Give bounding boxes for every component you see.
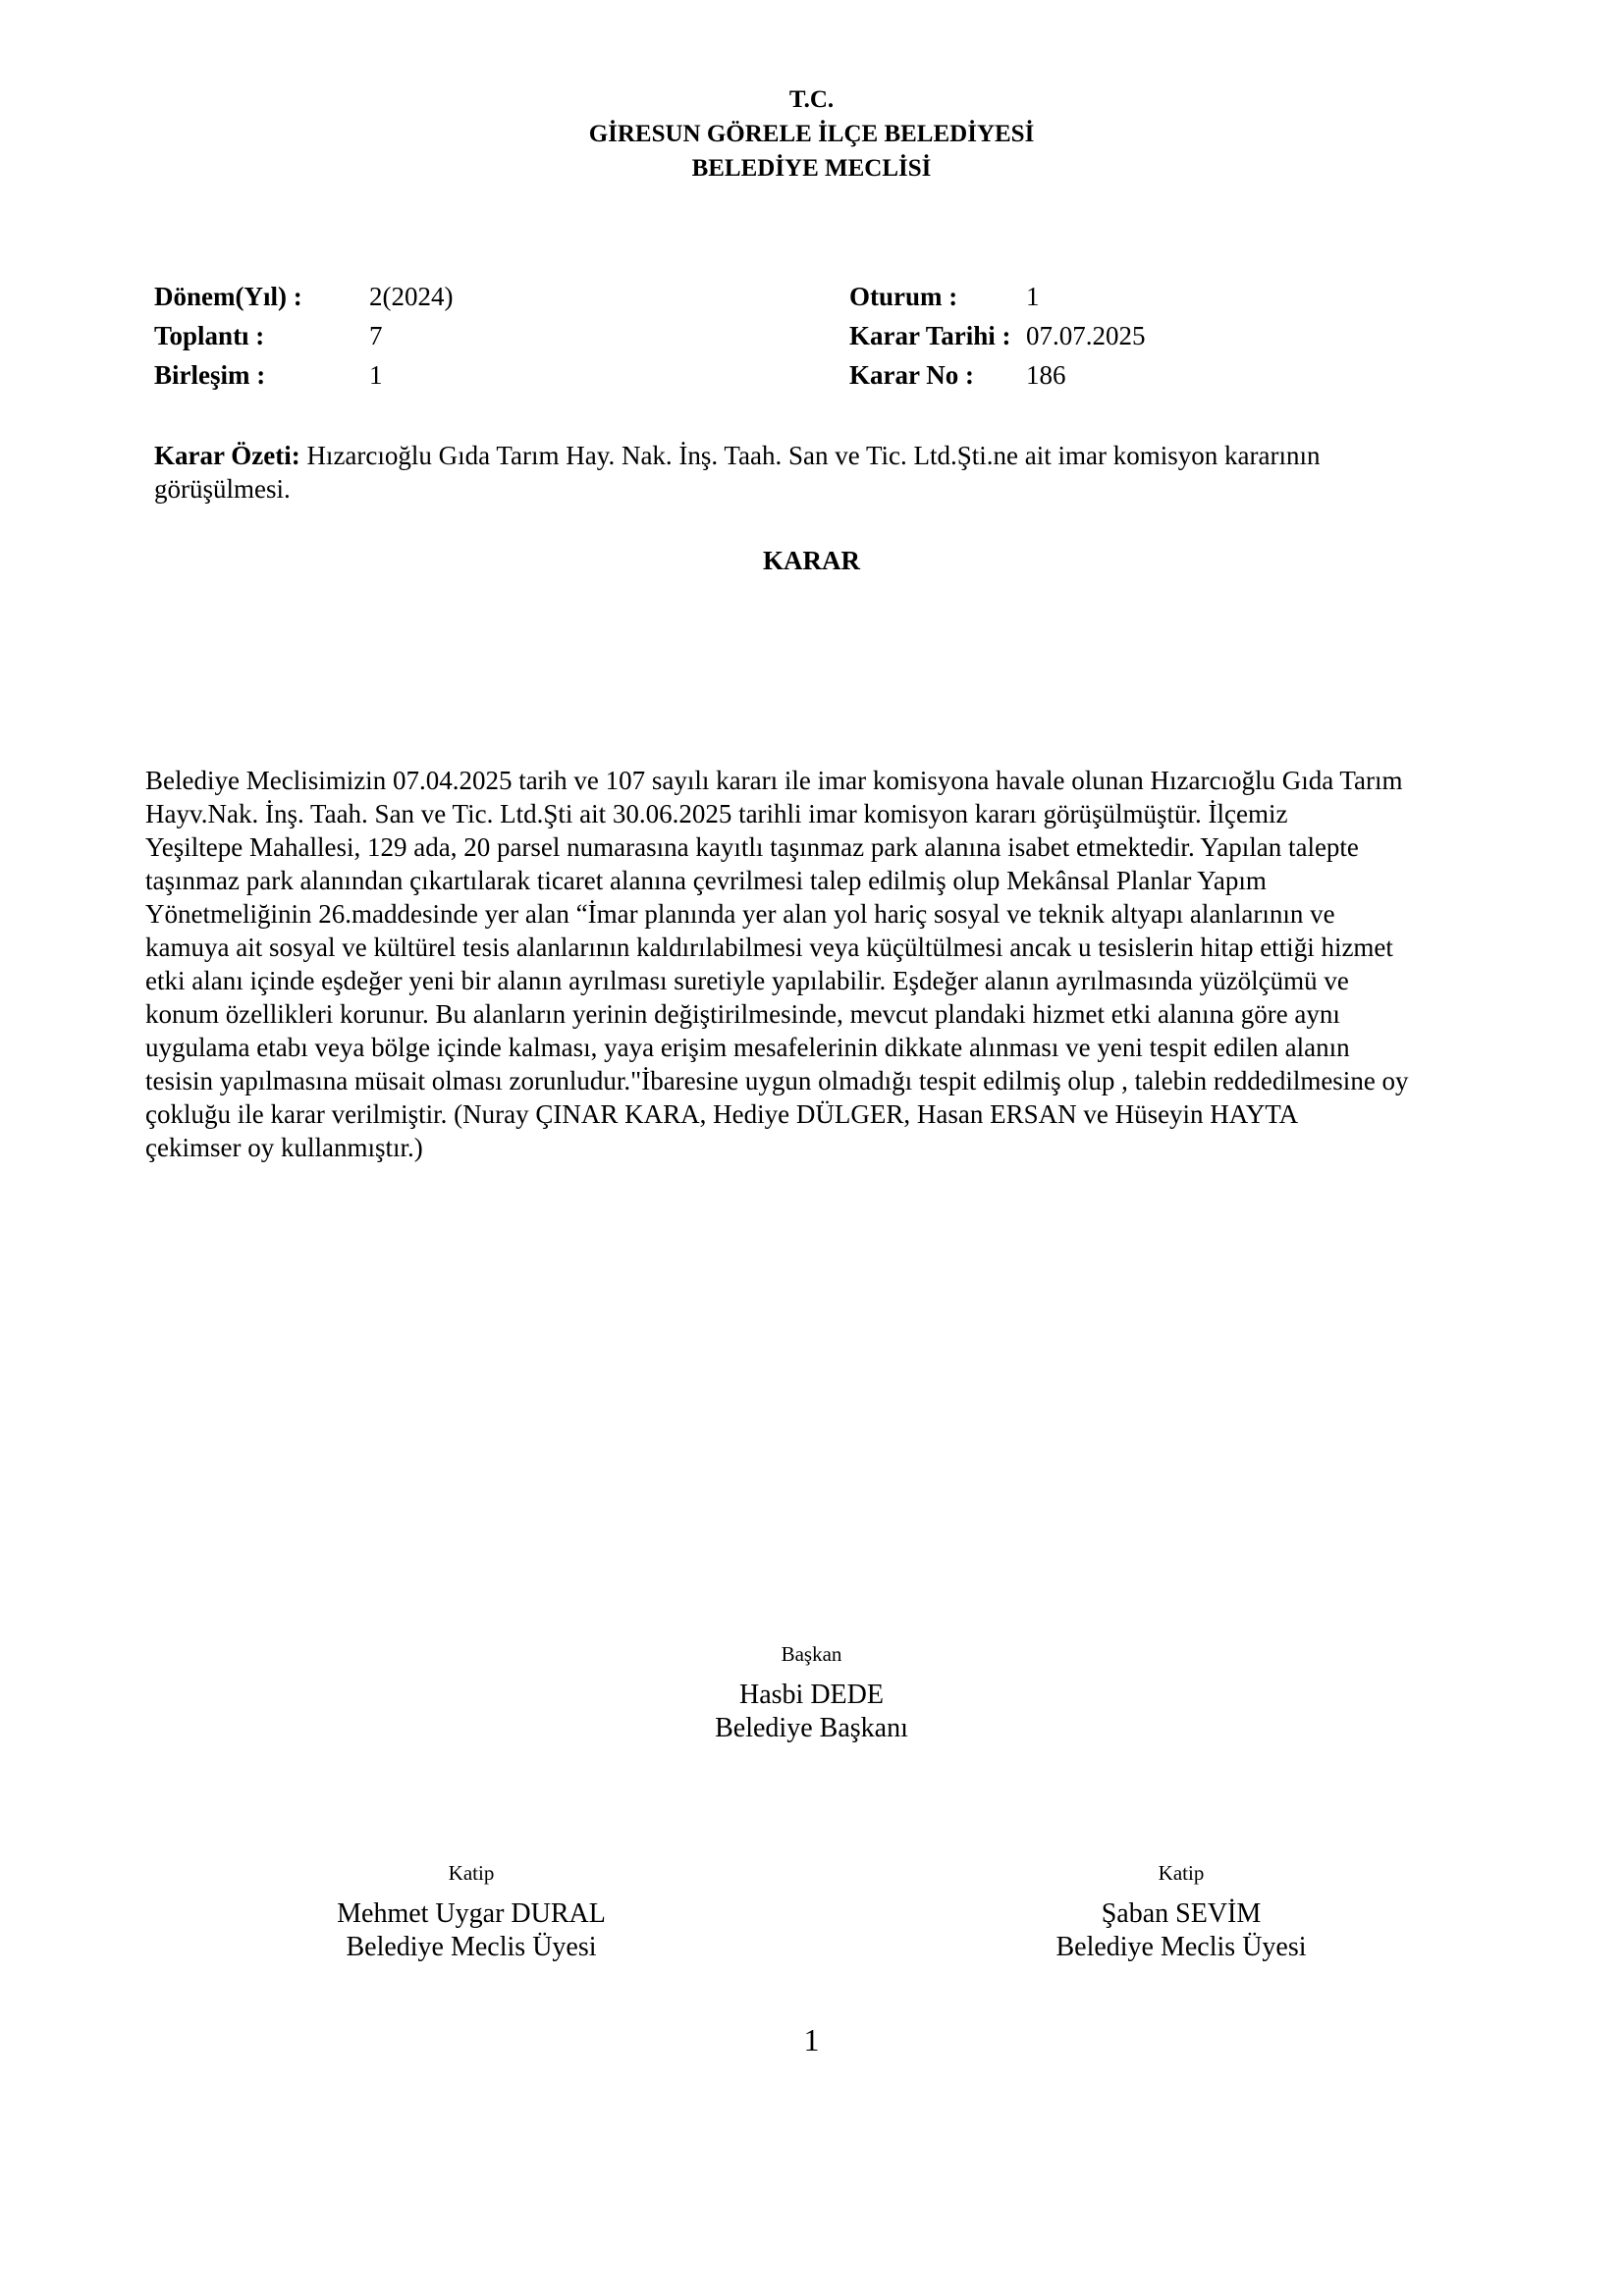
signature-name: Şaban SEVİM (1101, 1898, 1262, 1929)
body-line: taşınmaz park alanından çıkartılarak ticaret alanına çevrilmesi talep edilmiş olup Mekânsal Planlar Yapım (145, 866, 1267, 895)
meta-label: Birleşim : (154, 360, 266, 390)
meta-value: 7 (369, 321, 383, 350)
body-line: etki alanı içinde eşdeğer yeni bir alanın ayrılması suretiyle yapılabilir. Eşdeğer alanın ayrılmasında yüzölçümü ve (145, 966, 1349, 995)
signature-role: Katip (1158, 1861, 1205, 1885)
signature-title: Belediye Meclis Üyesi (1055, 1932, 1307, 1962)
meta-value: 186 (1026, 360, 1066, 390)
body-line: Hayv.Nak. İnş. Taah. San ve Tic. Ltd.Şti ait 30.06.2025 tarihli imar komisyon kararı görüşülmüştür. İlçemiz (145, 799, 1288, 828)
body-line: Yönetmeliğinin 26.maddesinde yer alan “İmar planında yer alan yol hariç sosyal ve teknik altyapı alanlarının ve (145, 899, 1335, 929)
body-line: Yeşiltepe Mahallesi, 129 ada, 20 parsel numarasına kayıtlı taşınmaz park alanına isabet etmektedir. Yapılan talepte (145, 832, 1359, 862)
decision-title: KARAR (763, 546, 860, 575)
meta-row-toplanti (154, 316, 453, 355)
signature-clerk-left (275, 1858, 668, 1964)
signature-name: Hasbi DEDE (739, 1680, 884, 1710)
meta-value: 2(2024) (369, 282, 454, 311)
body-line: tesisin yapılmasına müsait olması zorunludur."İbaresine uygun olmadığı tespit edilmiş olup , talebin reddedilmesine oy (145, 1066, 1409, 1095)
header-municipality: GİRESUN GÖRELE İLÇE BELEDİYESİ (588, 121, 1035, 147)
body-line: Belediye Meclisimizin 07.04.2025 tarih ve 107 sayılı kararı ile imar komisyona havale olunan Hızarcıoğlu Gıda Tarım (145, 766, 1403, 795)
signature-president (0, 1639, 1623, 1745)
signature-title: Belediye Meclis Üyesi (346, 1932, 597, 1962)
document-header (0, 82, 1623, 186)
summary-text: Hızarcıoğlu Gıda Tarım Hay. Nak. İnş. Taah. San ve Tic. Ltd.Şti.ne ait imar komisyon kararının (299, 441, 1321, 470)
decision-summary (154, 439, 1460, 506)
header-tc: T.C. (788, 86, 835, 113)
page-number: 1 (803, 2022, 820, 2057)
meta-label: Toplantı : (154, 321, 265, 350)
summary-line-1 (154, 439, 1460, 472)
meta-label: Karar No : (849, 360, 974, 390)
body-line: uygulama etabı veya bölge içinde kalması, yaya erişim mesafelerinin dikkate alınması ve yeni tespit edilen alanın (145, 1033, 1350, 1062)
meta-left-block (154, 277, 453, 395)
meta-right-block (849, 277, 1146, 395)
signature-role: Başkan (781, 1642, 842, 1666)
meta-label: Dönem(Yıl) : (154, 282, 302, 311)
decision-body (145, 764, 1530, 1164)
meta-label: Karar Tarihi : (849, 321, 1011, 350)
body-line: kamuya ait sosyal ve kültürel tesis alanlarının kaldırılabilmesi veya küçültülmesi ancak u tesislerin hitap ettiği hizmet (145, 933, 1393, 962)
signature-clerk-right (985, 1858, 1378, 1964)
meta-row-donem (154, 277, 453, 316)
meta-label: Oturum : (849, 282, 958, 311)
body-line: konum özellikleri korunur. Bu alanların yerinin değiştirilmesinde, mevcut plandaki hizmet etki alanına göre aynı (145, 999, 1340, 1029)
body-line: çokluğu ile karar verilmiştir. (Nuray ÇINAR KARA, Hediye DÜLGER, Hasan ERSAN ve Hüseyin HAYTA (145, 1099, 1299, 1129)
meta-value: 07.07.2025 (1026, 321, 1146, 350)
meta-row-karar-tarihi (849, 316, 1146, 355)
summary-label: Karar Özeti: (154, 441, 300, 470)
signature-role: Katip (448, 1861, 495, 1885)
meta-value: 1 (1026, 282, 1040, 311)
summary-line-2: görüşülmesi. (154, 474, 291, 504)
meta-row-oturum (849, 277, 1146, 316)
meta-row-karar-no (849, 355, 1146, 395)
body-line: çekimser oy kullanmıştır.) (145, 1133, 423, 1162)
signature-name: Mehmet Uygar DURAL (337, 1898, 606, 1929)
header-council: BELEDİYE MECLİSİ (691, 155, 932, 182)
meta-value: 1 (369, 360, 383, 390)
signature-title: Belediye Başkanı (715, 1713, 908, 1743)
meta-row-birlesim (154, 355, 453, 395)
